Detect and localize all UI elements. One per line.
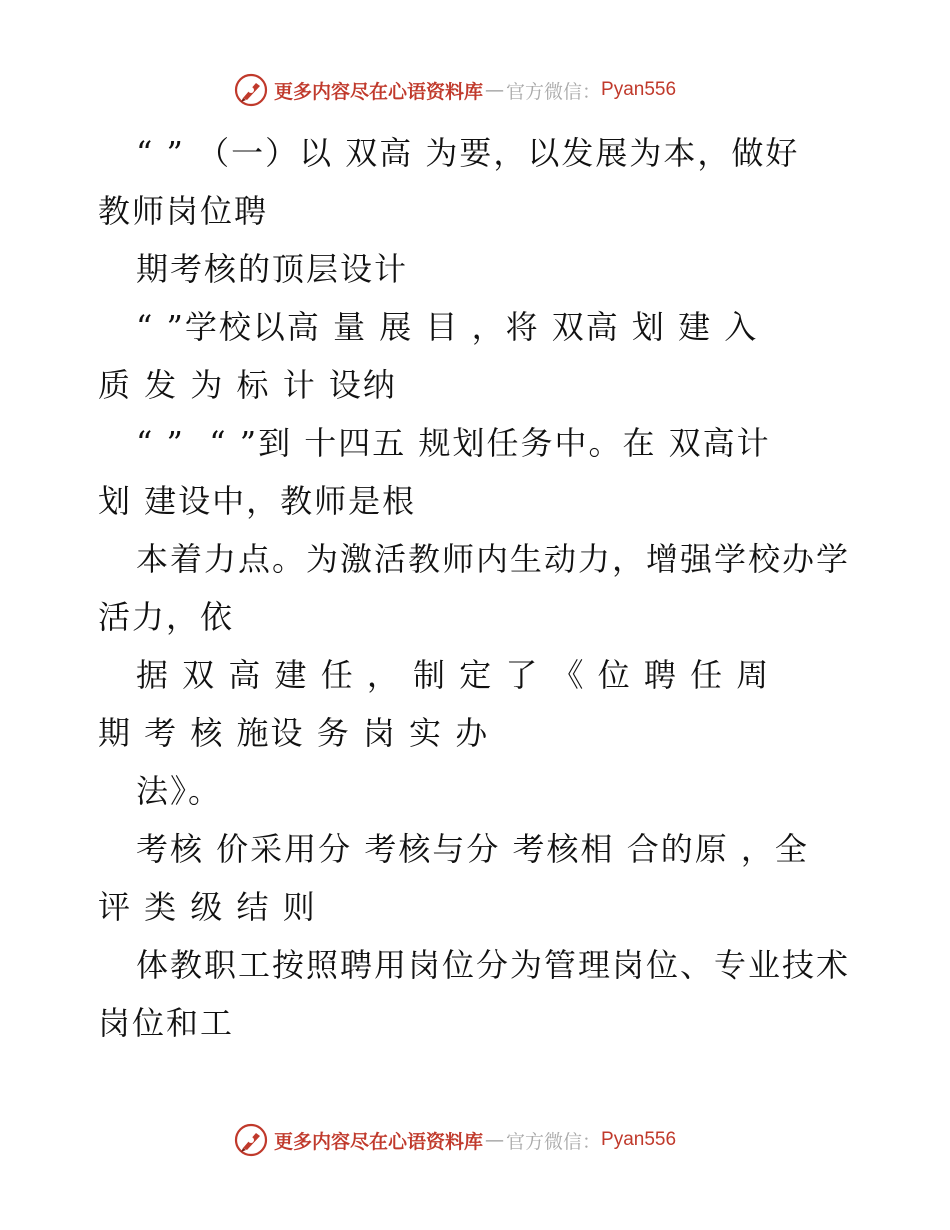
text-line: 质 发 为 标 计 设纳 bbox=[98, 366, 397, 404]
text-line: 岗位和工 bbox=[98, 1004, 235, 1042]
document-body bbox=[98, 124, 858, 1052]
text-line: 法》。 bbox=[136, 772, 223, 810]
wechat-label: 官方微信： bbox=[506, 80, 602, 103]
header-watermark bbox=[234, 72, 714, 108]
text-line: 体教职工按照聘用岗位分为管理岗位、专业技术 bbox=[136, 946, 851, 984]
footer-watermark bbox=[234, 1122, 714, 1158]
text-line: “ ” （一）以 双高 为要，以发展为本，做好 bbox=[136, 134, 800, 172]
text-line: 据 双 高 建 任 ， 制 定 了 《 位 聘 任 周 bbox=[136, 656, 771, 694]
watermark-separator: — bbox=[485, 1129, 505, 1151]
text-line: 评 类 级 结 则 bbox=[98, 888, 317, 926]
wechat-id: Pyan556 bbox=[601, 1129, 677, 1150]
text-line: “ ”学校以高 量 展 目 ，将 双高 划 建 入 bbox=[136, 308, 759, 346]
watermark-separator: — bbox=[485, 79, 505, 101]
watermark-text: 更多内容尽在心语资料库 bbox=[274, 1130, 484, 1153]
text-line: 教师岗位聘 bbox=[98, 192, 269, 230]
text-line: 期考核的顶层设计 bbox=[136, 250, 409, 288]
wechat-label: 官方微信： bbox=[506, 1130, 602, 1153]
pen-logo-icon bbox=[234, 1123, 268, 1157]
watermark-text: 更多内容尽在心语资料库 bbox=[274, 80, 484, 103]
text-line: 考核 价采用分 考核与分 考核相 合的原 ，全 bbox=[136, 830, 809, 868]
wechat-id: Pyan556 bbox=[601, 79, 677, 100]
text-line: 划 建设中，教师是根 bbox=[98, 482, 417, 520]
text-line: 本着力点。为激活教师内生动力，增强学校办学 bbox=[136, 540, 851, 578]
text-line: 活力，依 bbox=[98, 598, 235, 636]
text-line: 期 考 核 施设 务 岗 实 办 bbox=[98, 714, 490, 752]
pen-logo-icon bbox=[234, 73, 268, 107]
text-line: “ ” “ ”到 十四五 规划任务中。在 双高计 bbox=[136, 424, 771, 462]
